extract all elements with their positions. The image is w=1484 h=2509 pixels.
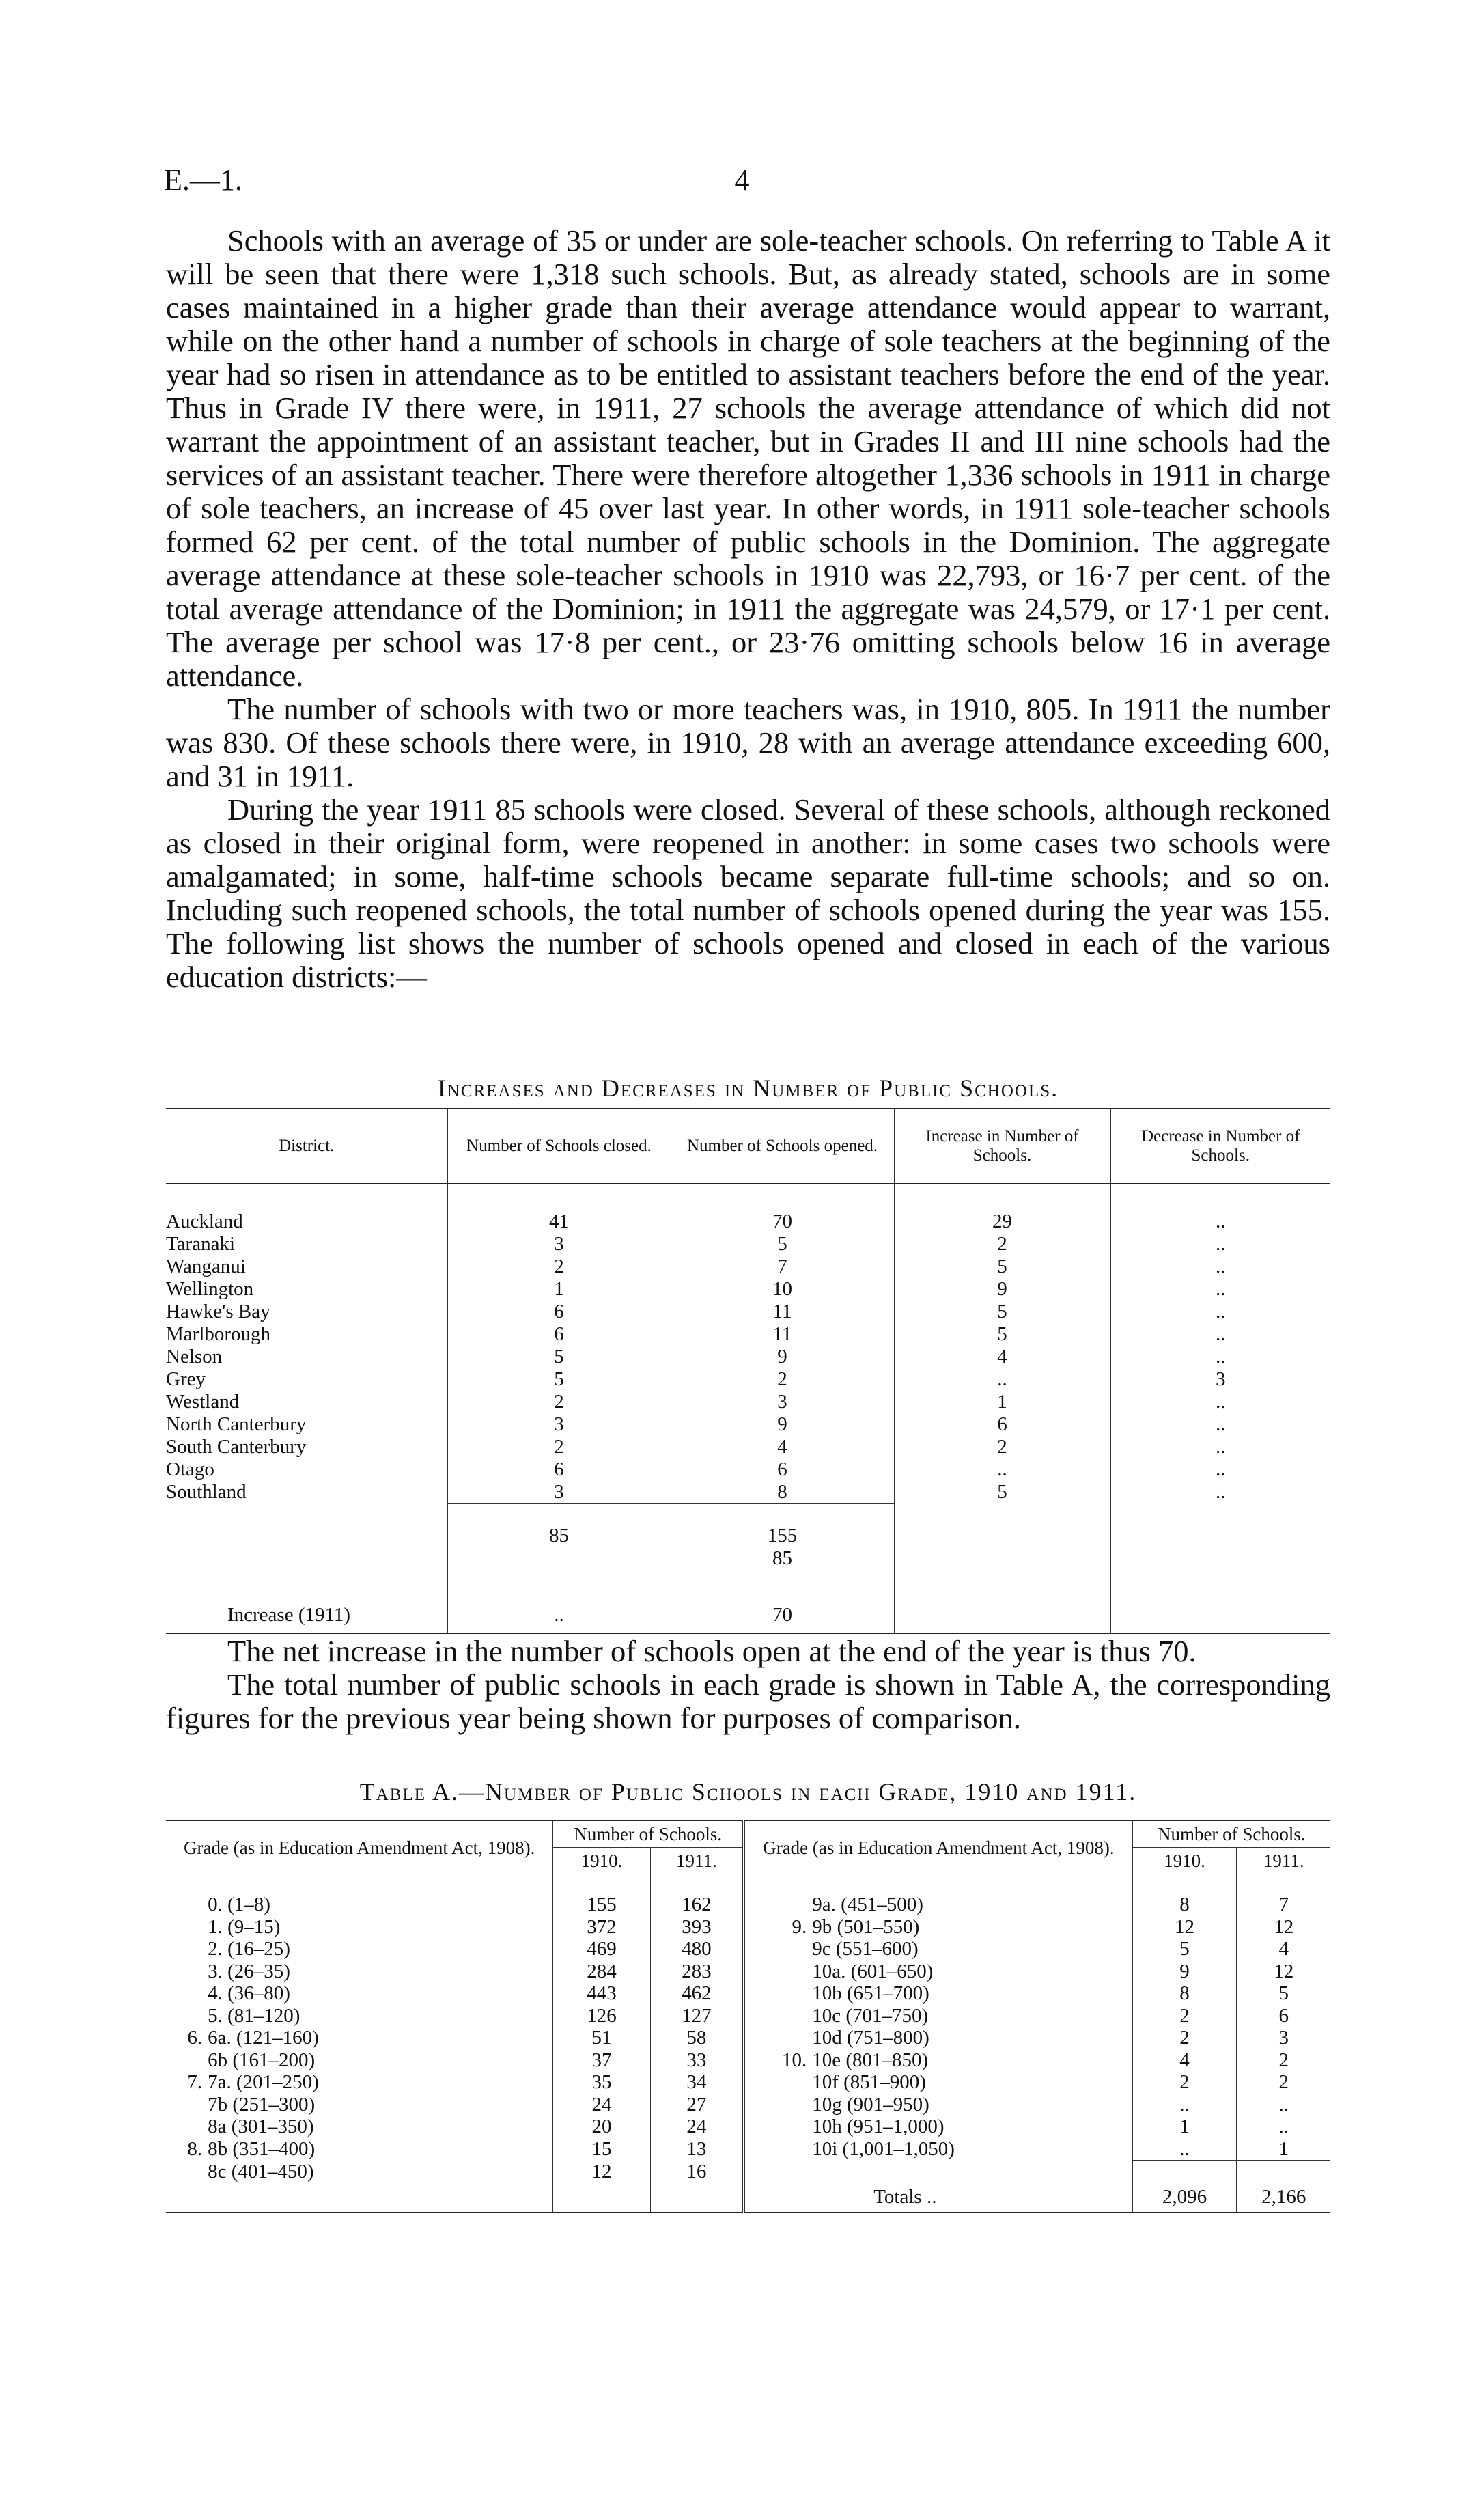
grade-group [744,2027,812,2049]
count-1911: 27 [650,2094,744,2116]
district-name: Westland [166,1391,240,1413]
count-1911: 12 [1237,1960,1330,1983]
count-1910: 1 [1132,2116,1237,2138]
grade-label: 5. (81–120) [208,2004,300,2027]
district-name: North Canterbury [166,1413,307,1435]
year-1910-header: 1910. [553,1848,650,1874]
count-1911: .. [1237,2116,1330,2138]
count-1910: 37 [553,2049,650,2072]
count-1911: 7 [1237,1894,1330,1916]
grade-group [166,2049,208,2072]
number-column-header: Number of Schools. [553,1820,744,1848]
grade-group [744,2116,812,2138]
grade-label: 2. (16–25) [208,1938,290,1960]
grade-label: 3. (26–35) [208,1960,290,1982]
grade-group: 8. [187,2137,203,2160]
closed-cell: 5 [447,1346,671,1368]
count-1910: 284 [553,1960,650,1983]
table-row [166,1278,1330,1301]
count-1910: 12 [553,2161,650,2183]
closed-cell: 5 [447,1368,671,1391]
grade-group: 10. [744,2049,812,2072]
increase-cell: 6 [894,1413,1110,1436]
grade-label: 1. (9–15) [208,1915,281,1938]
increase-opened: 70 [671,1597,894,1633]
schools-change-table [166,1108,1330,1634]
table-row [166,1960,1330,1983]
grade-label: 6a. (121–160) [208,2027,319,2049]
count-1911: 12 [1237,1916,1330,1939]
paragraph: During the year 1911 85 schools were closed. Several of these schools, although reckoned as closed in their original form, were reopened in another: in some cases two schools were amalgamated; in some, half-time schools became separate full-time schools; and so on. Including such reopened schools, the total number of schools opened during the year was 155. The following list shows the number of schools opened and closed in each of the various education districts:— [166,792,1330,994]
body-text-middle [166,1635,1330,1735]
grade-group: 6. [187,2027,203,2049]
column-header: Decrease in Number of Schools. [1110,1109,1330,1184]
decrease-cell: .. [1110,1323,1330,1346]
grade-label: 10f (851–900) [812,2071,926,2093]
paragraph: Schools with an average of 35 or under are sole-teacher schools. On referring to Table A it will be seen that there were 1,318 such schools. But, as already stated, schools are in some cases maintained in a higher grade than their average attendance would appear to warrant, while on the other hand a number of schools in charge of sole teachers at the beginning of the year had so risen in attendance as to be entitled to assistant teachers before the end of the year. Thus in Grade IV there were, in 1911, 27 schools the average attendance of which did not warrant the appointment of an assistant teacher, but in Grades II and III nine schools had the services of an assistant teacher. There were therefore altogether 1,336 schools in 1911 in charge of sole teachers, an increase of 45 over last year. In other words, in 1911 sole-teacher schools formed 62 per cent. of the total number of public schools in the Dominion. The aggregate average attendance at these sole-teacher schools in 1910 was 22,793, or 16·7 per cent. of the total average attendance of the Dominion; in 1911 the aggregate was 24,579, or 17·1 per cent. The average per school was 17·8 per cent., or 23·76 omitting schools below 16 in average attendance. [166,223,1330,693]
body-text-top [166,224,1330,994]
subtotal-row [166,1504,1330,1548]
increase-cell: 5 [894,1301,1110,1323]
year-1911-header: 1911. [1237,1848,1330,1874]
increase-cell: 5 [894,1256,1110,1278]
table-row [166,2161,1330,2183]
count-1910: 9 [1132,1960,1237,1983]
increase-cell: 1 [894,1391,1110,1413]
increase-closed: .. [447,1597,671,1633]
grade-group [166,1982,208,2005]
count-1910: 155 [553,1894,650,1916]
table-row [166,1982,1330,2005]
table-row [166,1256,1330,1278]
count-1911: 4 [1237,1938,1330,1960]
grade-label: 9a. (451–500) [812,1894,923,1915]
decrease-cell: .. [1110,1346,1330,1368]
count-1910: 443 [553,1982,650,2005]
table-row [166,2049,1330,2072]
table-row [166,1346,1330,1368]
increase-cell: 5 [894,1323,1110,1346]
table-row [166,1938,1330,1960]
table-row [166,2071,1330,2094]
district-name: Marlborough [166,1323,271,1345]
table-row [166,1210,1330,1233]
grade-label: 10e (801–850) [812,2049,929,2071]
table-row [166,1916,1330,1939]
paragraph: The total number of public schools in each grade is shown in Table A, the corresponding figures for the previous year being shown for purposes of comparison. [166,1667,1330,1735]
increase-cell: .. [894,1368,1110,1391]
count-1911: 5 [1237,1982,1330,2005]
opened-cell: 2 [671,1368,894,1391]
grade-group [166,2005,208,2027]
count-1910: 2 [1132,2005,1237,2027]
page-number: 4 [734,163,750,197]
count-1911: 2 [1237,2049,1330,2072]
grade-label: 9c (551–600) [812,1938,919,1960]
increase-cell: 29 [894,1210,1110,1233]
grade-group [744,2071,812,2094]
closed-cell: 41 [447,1210,671,1233]
grade-group [166,1938,208,1960]
count-1911: 58 [650,2027,744,2049]
table-row [166,2116,1330,2138]
increase-cell: .. [894,1458,1110,1481]
table-header-row [166,1820,1330,1848]
closed-cell: 3 [447,1233,671,1256]
grade-label: 6b (161–200) [208,2049,316,2071]
decrease-cell: .. [1110,1210,1330,1233]
table-row [166,1481,1330,1504]
count-1910: 24 [553,2094,650,2116]
opened-cell: 6 [671,1458,894,1481]
closed-cell: 2 [447,1436,671,1458]
district-name: Grey [166,1368,206,1390]
column-header: District. [279,1137,335,1155]
total-1910: 2,096 [1132,2182,1237,2213]
table-row [166,1323,1330,1346]
count-1910: 12 [1132,1916,1237,1939]
count-1911: 34 [650,2071,744,2094]
district-name: Otago [166,1458,214,1480]
increase-cell: 2 [894,1233,1110,1256]
grade-group [744,1982,812,2005]
grade-label: 7b (251–300) [208,2093,316,2116]
count-1910: 51 [553,2027,650,2049]
table-header-row [166,1109,1330,1184]
totals-row [166,2182,1330,2213]
table-caption: Increases and Decreases in Number of Public Schools. [437,1075,1059,1102]
count-1910: 4 [1132,2049,1237,2072]
grade-column-header: Grade (as in Education Amendment Act, 1908). [184,1837,535,1858]
count-1911: 24 [650,2116,744,2138]
table-row [166,1458,1330,1481]
closed-cell: 1 [447,1278,671,1301]
grade-group [166,1916,208,1939]
opened-cell: 9 [671,1346,894,1368]
grade-label: 4. (36–80) [208,1982,290,2004]
count-1911: 162 [650,1894,744,1916]
grade-group [166,2161,208,2183]
count-1911: 16 [650,2161,744,2183]
decrease-cell: .. [1110,1256,1330,1278]
column-header: Number of Schools opened. [671,1109,894,1184]
subtotal-opened: 155 [671,1504,894,1548]
subtotal-closed: 85 [447,1504,671,1548]
grade-label: 7a. (201–250) [208,2071,319,2093]
count-1911: 1 [1237,2138,1330,2161]
grade-group [744,1894,812,1916]
grade-label: 10d (751–800) [812,2027,929,2049]
grade-label: 8b (351–400) [208,2137,316,2160]
count-1911: 393 [650,1916,744,1939]
grade-label: 9b (501–550) [812,1915,920,1938]
table-row [166,1894,1330,1916]
grade-label: 10b (651–700) [812,1982,929,2004]
year-1911-header: 1911. [650,1848,744,1874]
count-1910: 20 [553,2116,650,2138]
total-1911: 2,166 [1237,2182,1330,2213]
count-1911: 3 [1237,2027,1330,2049]
decrease-cell: .. [1110,1278,1330,1301]
district-name: South Canterbury [166,1436,307,1458]
count-1910: 15 [553,2138,650,2161]
district-name: Southland [166,1481,247,1503]
count-1910: .. [1132,2138,1237,2161]
grade-label: 8a (301–350) [208,2116,314,2137]
grade-group [744,1938,812,1960]
page-header [164,163,1320,204]
grade-group [166,2116,208,2138]
table-row [166,1301,1330,1323]
district-name: Hawke's Bay [166,1301,270,1322]
grade-group [166,1960,208,1983]
table-row [166,1391,1330,1413]
increase-label: Increase (1911) [227,1603,351,1626]
table-row [166,2005,1330,2027]
table-caption: Table A.—Number of Public Schools in each Grade, 1910 and 1911. [359,1778,1137,1805]
grade-group [744,2138,812,2161]
count-1910: 35 [553,2071,650,2094]
count-1910: 8 [1132,1894,1237,1916]
count-1910: 372 [553,1916,650,1939]
count-1911: 127 [650,2005,744,2027]
increase-cell: 5 [894,1481,1110,1504]
opened-cell: 9 [671,1413,894,1436]
district-name: Wanganui [166,1256,246,1277]
decrease-cell: .. [1110,1233,1330,1256]
count-1910: 126 [553,2005,650,2027]
paragraph: The number of schools with two or more teachers was, in 1910, 805. In 1911 the number was 830. Of these schools there were, in 1910, 28 with an average attendance exceeding 600, and 31 in 1911. [166,692,1330,793]
decrease-cell: .. [1110,1391,1330,1413]
paragraph: The net increase in the number of schools open at the end of the year is thus 70. [227,1634,1196,1668]
count-1911: 6 [1237,2005,1330,2027]
grade-column-header: Grade (as in Education Amendment Act, 1908). [744,1820,1132,1874]
count-1910: 8 [1132,1982,1237,2005]
grade-group [744,2094,812,2116]
decrease-cell: .. [1110,1481,1330,1504]
count-1910: .. [1132,2094,1237,2116]
table-row [166,1436,1330,1458]
district-name: Auckland [166,1210,243,1232]
grade-label: 0. (1–8) [208,1894,270,1915]
count-1911: .. [1237,2094,1330,2116]
increase-cell: 9 [894,1278,1110,1301]
count-1910 [1132,2161,1237,2183]
table-row [166,2138,1330,2161]
opened-cell: 3 [671,1391,894,1413]
grade-group: 9. [744,1916,812,1939]
decrease-cell: .. [1110,1301,1330,1323]
decrease-cell: 3 [1110,1368,1330,1391]
grade-group [744,2005,812,2027]
column-header: Increase in Number of Schools. [894,1109,1110,1184]
closed-cell: 3 [447,1481,671,1504]
opened-cell: 10 [671,1278,894,1301]
closed-cell: 2 [447,1256,671,1278]
closed-cell: 2 [447,1391,671,1413]
count-1911: 33 [650,2049,744,2072]
increase-cell: 4 [894,1346,1110,1368]
count-1911 [1237,2161,1330,2183]
grade-group [166,1894,208,1916]
opened-cell: 8 [671,1481,894,1504]
grade-label: 10i (1,001–1,050) [812,2137,955,2160]
number-column-header: Number of Schools. [1132,1820,1330,1848]
opened-cell: 70 [671,1210,894,1233]
totals-label: Totals .. [873,2186,937,2208]
grade-group [744,2161,812,2183]
grade-group: 7. [187,2071,203,2093]
subtotal-opened-less-closed: 85 [671,1547,894,1570]
count-1911: 13 [650,2138,744,2161]
increase-row [166,1597,1330,1633]
count-1910: 469 [553,1938,650,1960]
district-name: Wellington [166,1278,254,1300]
grade-label: 10g (901–950) [812,2093,929,2116]
opened-cell: 4 [671,1436,894,1458]
grade-label [812,2161,1132,2183]
closed-cell: 6 [447,1323,671,1346]
table-row [166,2094,1330,2116]
table-row [166,1368,1330,1391]
subtotal-row [166,1547,1330,1570]
table-row [166,2027,1330,2049]
grade-group [744,1960,812,1983]
grade-label: 10c (701–750) [812,2004,929,2027]
closed-cell: 3 [447,1413,671,1436]
district-name: Nelson [166,1346,223,1368]
column-header: Number of Schools closed. [447,1109,671,1184]
decrease-cell: .. [1110,1458,1330,1481]
opened-cell: 11 [671,1323,894,1346]
year-1910-header: 1910. [1132,1848,1237,1874]
count-1911: 462 [650,1982,744,2005]
document-reference: E.—1. [164,163,242,197]
district-name: Taranaki [166,1233,236,1255]
closed-cell: 6 [447,1301,671,1323]
opened-cell: 11 [671,1301,894,1323]
count-1911: 2 [1237,2071,1330,2094]
table-row [166,1233,1330,1256]
opened-cell: 5 [671,1233,894,1256]
grade-group [166,2094,208,2116]
count-1910: 2 [1132,2071,1237,2094]
closed-cell: 6 [447,1458,671,1481]
decrease-cell: .. [1110,1413,1330,1436]
table-row [166,1413,1330,1436]
grade-label: 10h (951–1,000) [812,2116,944,2137]
count-1910: 2 [1132,2027,1237,2049]
grade-label: 10a. (601–650) [812,1960,934,1982]
grade-label: 8c (401–450) [208,2160,314,2182]
count-1910: 5 [1132,1938,1237,1960]
increase-cell: 2 [894,1436,1110,1458]
grade-table [166,1820,1330,2213]
count-1911: 480 [650,1938,744,1960]
opened-cell: 7 [671,1256,894,1278]
decrease-cell: .. [1110,1436,1330,1458]
count-1911: 283 [650,1960,744,1983]
